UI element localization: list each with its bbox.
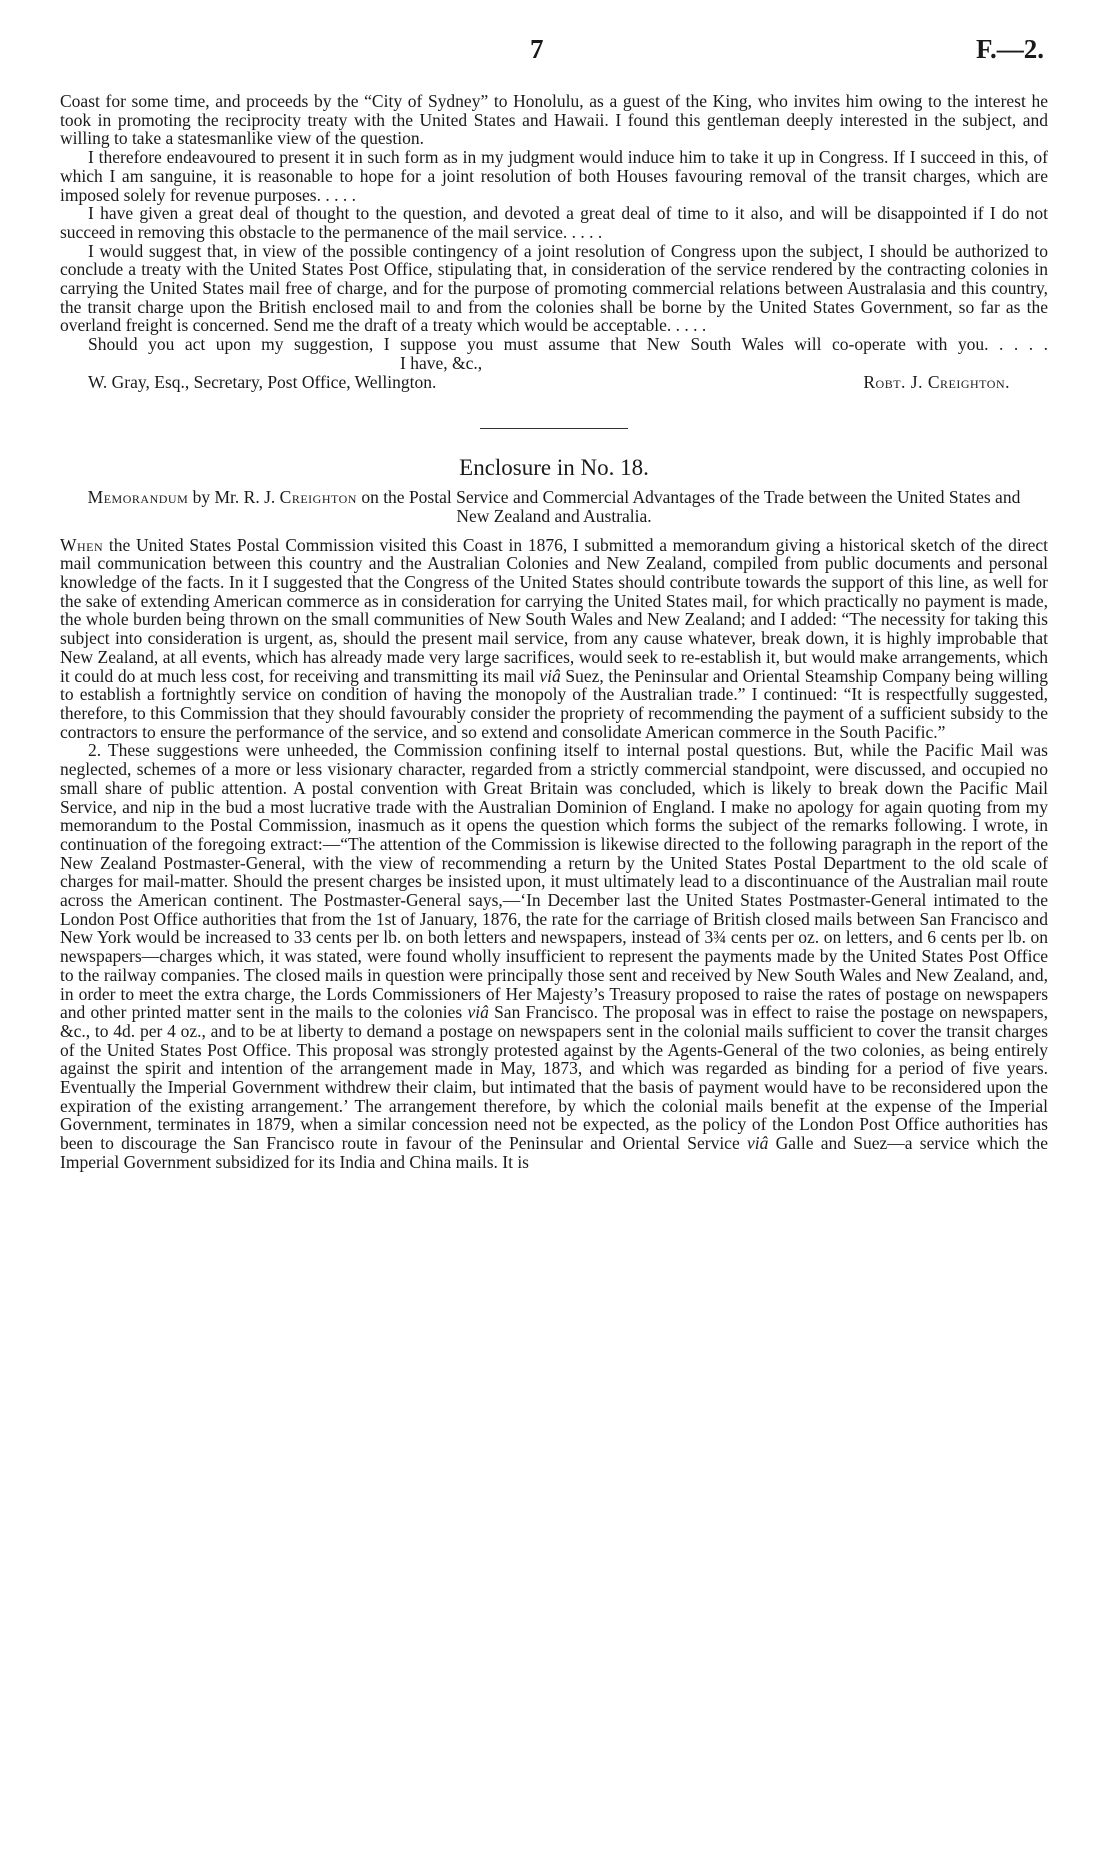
page-body: [60, 92, 1048, 1172]
document-reference: F.—2.: [975, 34, 1044, 64]
letter-closing: I have, &c.,: [400, 352, 483, 373]
letter-addressee: W. Gray, Esq., Secretary, Post Office, Wellington.: [88, 371, 437, 392]
memo-paragraph-2-part-b: San Francisco. The proposal was in effect to raise the postage on newspapers, &c., to 4d. per 4 oz., and to be at liberty to demand a postage on newspapers sent in the colonial mails sufficient to cover the transit charges of the United States Post Office. This proposal was strongly protested against by the Agents-General of the two colonies, as being entirely against the spirit and intention of the arrangement made in May, 1873, and which was regarded as binding for a period of five years. Eventually the Imperial Government withdrew their claim, but intimated that the basis of payment would have to be reconsidered upon the expiration of the existing arrangement.’ The arrangement therefore, by which the colonial mails benefit at the expense of the Imperial Government, terminates in 1879, when a similar concession need not be expected, as the policy of the London Post Office authorities has been to discourage the San Francisco route in favour of the Peninsular and Oriental Service: [60, 1002, 1048, 1154]
memo-paragraph-2: [60, 741, 1048, 1171]
memo-paragraph-2-part-c: Galle and Suez—a service which the Imperial Government subsidized for its India and China mails. It is: [60, 1133, 1048, 1172]
letter-signature: Robt. J. Creighton.: [863, 371, 1010, 392]
letter-paragraph-3: I have given a great deal of thought to the question, and devoted a great deal of time to it also, and will be disappointed if I do not succeed in removing this obstacle to the permanence of the mail service. . . . .: [60, 203, 1048, 242]
memo-paragraph-2-part-a: 2. These suggestions were unheeded, the Commission confining itself to internal postal questions. But, while the Pacific Mail was neglected, schemes of a more or less visionary character, regarded from a strictly commercial standpoint, were discussed, and occupied no small share of public attention. A postal convention with Great Britain was concluded, which is likely to break down the Pacific Mail Service, and nip in the bud a most lucrative trade with the Australian Dominion of England. I make no apology for again quoting from my memorandum to the Postal Commission, inasmuch as it opens the question which forms the subject of the remarks following. I wrote, in continuation of the foregoing extract:—“The attention of the Commission is likewise directed to the following paragraph in the report of the New Zealand Postmaster-General, with the view of recommending a return by the United States Postal Department to the old scale of charges for mail-matter. Should the present charges be insisted upon, it must ultimately lead to a discontinuance of the Australian mail route across the American continent. The Postmaster-General says,—‘In December last the United States Postmaster-General intimated to the London Post Office authorities that from the 1st of January, 1876, the rate for the carriage of British closed mails between San Francisco and New York would be increased to 33 cents per lb. on both letters and newspapers, instead of 3¾ cents per oz. on letters, and 6 cents per lb. on newspapers—charges which, it was stated, were found wholly insufficient to represent the payments made by the United States Post Office to the railway companies. The closed mails in question were principally those sent and received by New South Wales and New Zealand, and, in order to meet the extra charge, the Lords Commissioners of Her Majesty’s Treasury proposed to raise the rates of postage on newspapers and other printed matter sent in the mails to the colonies: [60, 740, 1048, 1023]
enclosure-heading: Enclosure in No. 18.: [459, 455, 649, 481]
memorandum-title: [60, 488, 1048, 525]
memo-paragraph-1-part-a: the United States Postal Commission visited this Coast in 1876, I submitted a memorandum giving a historical sketch of the direct mail communication between this country and the Australian Colonies and New Zealand, compiled from public documents and personal knowledge of the facts. In it I suggested that the Congress of the United States should contribute towards the support of this line, as well for the sake of extending American commerce as in consideration for carrying the United States mail, for which practically no payment is made, the whole burden being thrown on the small communities of New South Wales and New Zealand; and I added: “The necessity for taking this subject into consideration is urgent, as, should the present mail service, from any cause whatever, break down, it is highly improbable that New Zealand, at all events, which has already made very large sacrifices, would seek to re-establish it, but would make arrangements, which it could do at much less cost, for receiving and transmitting its mail: [60, 534, 1048, 686]
signature-row: [60, 373, 1048, 392]
page-number: 7: [530, 34, 544, 64]
letter-paragraph-1: Coast for some time, and proceeds by the “City of Sydney” to Honolulu, as a guest of the King, who invites him owing to the interest he took in promoting the reciprocity treaty with the United States and Hawaii. I found this gentleman deeply interested in the subject, and willing to take a statesmanlike view of the question.: [60, 91, 1048, 149]
letter-paragraph-2: I therefore endeavoured to present it in such form as in my judgment would induce him to take it up in Congress. If I succeed in this, of which I am sanguine, it is reasonable to hope for a joint resolution of both Houses favouring removal of the transit charges, which are imposed solely for revenue purposes. . . . .: [60, 147, 1048, 205]
memorandum-by: by Mr. R. J.: [188, 487, 280, 508]
memo-paragraph-1-lead: When: [60, 534, 104, 555]
via-word: viâ: [539, 665, 561, 686]
via-word: viâ: [467, 1002, 489, 1023]
enclosure: [60, 454, 1048, 1171]
memo-paragraph-1-part-b: Suez, the Peninsular and Oriental Steamship Company being willing to establish a fortnightly service on condition of having the monopoly of the Australian trade.” I continued: “It is respectfully suggested, therefore, to this Commission that they should favourably consider the propriety of recommending the payment of a sufficient subsidy to the contractors to ensure the performance of the service, and so extend and consolidate American commerce in the South Pacific.”: [60, 665, 1049, 742]
letter-paragraph-5-text: Should you act upon my suggestion, I suppose you must assume that New South Wales will co-operate with you. . . . .: [88, 334, 1048, 355]
memorandum-author: Creighton: [279, 487, 357, 508]
page-header: [0, 34, 1114, 80]
memo-paragraph-1: [60, 536, 1048, 742]
letter: [60, 92, 1048, 391]
memorandum-label: Memorandum: [87, 487, 189, 508]
letter-paragraph-4: I would suggest that, in view of the possible contingency of a joint resolution of Congress upon the subject, I should be authorized to conclude a treaty with the United States Post Office, stipulating that, in consideration of the service rendered by the contracting colonies in carrying the United States mail free of charge, and for the purpose of promoting commercial relations between Australasia and this country, the transit charge upon the British enclosed mail to and from the colonies shall be borne by the United States Government, so far as the overland freight is concerned. Send me the draft of a treaty which would be acceptable. . . . .: [60, 240, 1048, 336]
letter-paragraph-5: [60, 335, 1048, 372]
via-word: viâ: [746, 1133, 769, 1154]
memorandum-subject: on the Postal Service and Commercial Advantages of the Trade between the United States and New Zealand and Australia.: [356, 487, 1021, 526]
section-divider: [480, 428, 628, 429]
